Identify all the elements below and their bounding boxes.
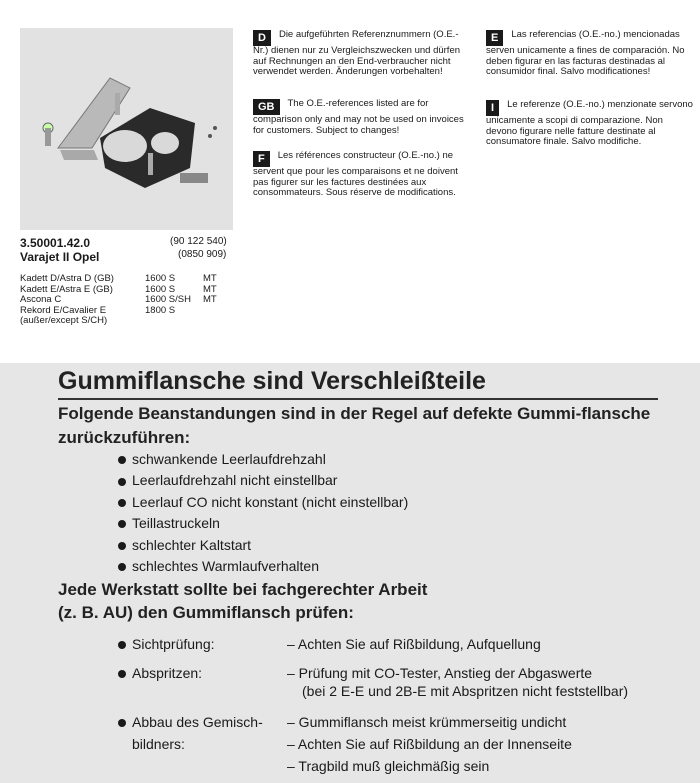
lang-badge-fr: F (253, 151, 270, 167)
application-row: Kadett E/Astra E (GB) 1600 S MT (20, 283, 217, 295)
check-sicht-label: Sichtprüfung: (118, 633, 215, 655)
application-row: (außer/except S/CH) (20, 315, 108, 327)
list-item: schlechtes Warmlaufverhalten (118, 556, 408, 577)
application-row: Kadett D/Astra D (GB) 1600 S MT (20, 273, 217, 284)
check-absp-note: (bei 2 E-E und 2B-E mit Abspritzen nicht feststellbar) (302, 683, 629, 699)
check-abbau-desc-2: – Achten Sie auf Rißbildung an der Innenseite (287, 736, 572, 752)
bullet-icon (118, 719, 126, 727)
lang-badge-de: D (253, 30, 271, 46)
list-item: Leerlaufdrehzahl nicht einstellbar (118, 470, 408, 491)
note-es: E Las referencias (O.E.-no.) mencionadas serven unicamente a fines de comparación. No deben figurar en las facturas destinadas al consumidor final. Salvo modificationes! (486, 29, 685, 77)
check-abbau-desc-1: – Gummiflansch meist krümmerseitig undicht (287, 714, 567, 730)
note-fr: F Les références constructeur (O.E.-no.) ne servent que pour les comparaisons et ne doivent pas figurer sur les factures destinées aux consommateurs. Sous réserve de modifications. (253, 150, 458, 198)
list-item: schwankende Leerlaufdrehzahl (118, 449, 408, 470)
bullet-icon (118, 499, 126, 507)
bullet-icon (118, 641, 126, 649)
lang-badge-es: E (486, 30, 503, 46)
part-name: Varajet II Opel (20, 250, 100, 264)
info-subtitle: Folgende Beanstandungen sind in der Regel auf defekte Gummi-flansche zurückzuführen: (58, 404, 651, 447)
bullet-icon (118, 520, 126, 528)
application-row: Rekord E/Cavalier E 1800 S (20, 304, 176, 316)
check-absp-desc: – Prüfung mit CO-Tester, Anstieg der Abgaswerte (287, 665, 593, 681)
info-title: Gummiflansche sind Verschleißteile (58, 367, 486, 395)
part-number: 3.50001.42.0 (20, 236, 91, 250)
application-row: Ascona C 1600 S/SH MT (20, 294, 217, 306)
list-item: Leerlauf CO nicht konstant (nicht einstellbar) (118, 492, 408, 513)
lang-badge-it: I (486, 100, 499, 116)
bullet-icon (118, 670, 126, 678)
bullet-icon (118, 563, 126, 571)
bullet-icon (118, 456, 126, 464)
complaint-list (118, 449, 408, 577)
list-item: schlechter Kaltstart (118, 535, 408, 556)
check-sicht-desc: – Achten Sie auf Rißbildung, Aufquellung (287, 636, 541, 652)
bullet-icon (118, 542, 126, 550)
title-rule (58, 398, 658, 400)
bullet-icon (118, 478, 126, 486)
check-absp-label: Abspritzen: (118, 662, 202, 684)
oe-reference-1: (90 122 540) (170, 236, 227, 247)
note-gb: GB The O.E.-references listed are for comparison only and may not be used on invoices for customers. Subject to changes! (253, 98, 464, 136)
check-heading: Jede Werkstatt sollte bei fachgerechter Arbeit (z. B. AU) den Gummiflansch prüfen: (58, 580, 428, 622)
lang-badge-gb: GB (253, 99, 280, 115)
note-de: D Die aufgeführten Referenznummern (O.E.-Nr.) dienen nur zu Vergleichszwecken und dürfen auf Rechnungen an den End-verbraucher nicht verwendet werden. Änderungen vorbehalten! (253, 29, 461, 77)
list-item: Teillastruckeln (118, 513, 408, 534)
application-list (20, 273, 217, 327)
product-photo (20, 28, 233, 230)
check-abbau-label: Abbau des Gemisch- (118, 711, 263, 733)
check-abbau-desc-3: – Tragbild muß gleichmäßig sein (287, 758, 490, 774)
note-it: I Le referenze (O.E.-no.) menzionate servono unicamente a scopi di comparazione. Non devono figurare nelle fatture destinate al consumatore finale. Salvo modifiche. (486, 99, 693, 147)
check-abbau-label-2: bildners: (132, 736, 185, 752)
oe-reference-2: (0850 909) (178, 249, 227, 260)
